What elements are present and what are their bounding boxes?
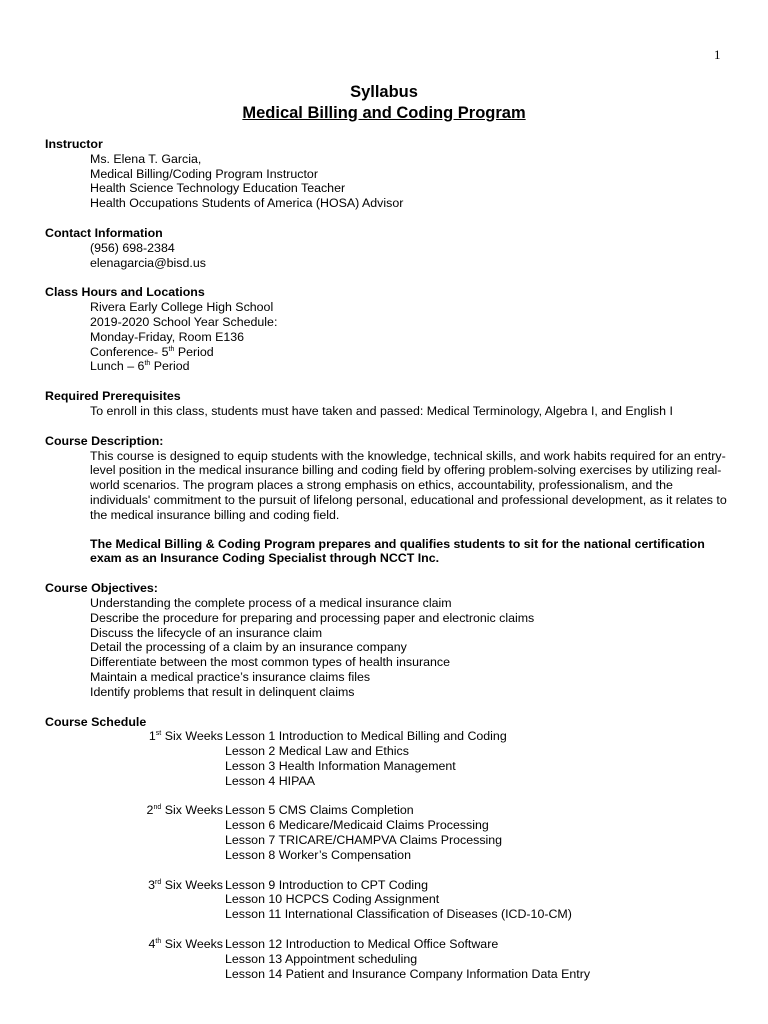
room-info: Monday-Friday, Room E136 [90, 329, 245, 344]
period-number: 4 [148, 937, 156, 952]
page-number: 1 [714, 47, 721, 62]
objective-item: Maintain a medical practice’s insurance claims files [90, 669, 371, 684]
lesson-item: Lesson 11 International Classification of Diseases (ICD-10-CM) [225, 907, 572, 922]
objective-item: Identify problems that result in delinquent claims [90, 684, 355, 699]
instructor-teacher: Health Science Technology Education Teacher [90, 181, 346, 196]
lesson-item: Lesson 6 Medicare/Medicaid Claims Processing [225, 818, 489, 833]
instructor-role: Medical Billing/Coding Program Instructor [90, 166, 318, 181]
instructor-heading: Instructor [45, 137, 103, 151]
conference-period [45, 345, 735, 360]
objectives-heading: Course Objectives: [45, 581, 158, 596]
instructor-name: Ms. Elena T. Garcia, [90, 151, 202, 166]
lesson-item: Lesson 3 Health Information Management [225, 758, 456, 773]
period-label: Six Weeks [161, 803, 223, 818]
prereq-section [45, 389, 735, 419]
prereq-heading: Required Prerequisites [45, 389, 181, 404]
six-weeks-label [45, 878, 225, 922]
period-number: 2 [146, 803, 154, 818]
period-label: Six Weeks [161, 877, 223, 892]
contact-phone: (956) 698-2384 [90, 240, 175, 255]
contact-email: elenagarcia@bisd.us [90, 255, 206, 270]
conference-sup: th [168, 345, 175, 353]
six-weeks-label [45, 729, 225, 788]
document-title [0, 82, 768, 124]
period-label: Six Weeks [161, 729, 223, 744]
period-sup: st [155, 730, 162, 738]
lesson-item: Lesson 10 HCPCS Coding Assignment [225, 892, 440, 907]
contact-heading: Contact Information [45, 225, 163, 240]
six-weeks-label [45, 803, 225, 862]
lunch-prefix: Lunch – 6 [90, 359, 145, 374]
description-text: This course is designed to equip students with the knowledge, technical skills, and work habits required for an entry-level position in the medical insurance billing and coding field by offering problem-solving exercises by utilizing real-world scenarios. The program places a strong emphasis on ethics, accountability, professionalism, and the individuals' commitment to the pursuit of lifelong personal, educational and professional development, as it relates to the medical insurance billing and coding field. [90, 448, 727, 522]
period-sup: rd [155, 878, 162, 886]
schedule-block-1 [45, 729, 735, 788]
description-section [45, 434, 735, 566]
lunch-period [45, 359, 735, 374]
lesson-list [225, 878, 735, 922]
lesson-item: Lesson 12 Introduction to Medical Office Software [225, 937, 499, 952]
title-program: Medical Billing and Coding Program [242, 104, 526, 122]
objective-item: Understanding the complete process of a medical insurance claim [90, 595, 452, 610]
lesson-item: Lesson 9 Introduction to CPT Coding [225, 877, 428, 892]
lesson-list [225, 803, 735, 862]
lunch-sup: th [144, 360, 151, 368]
objective-item: Detail the processing of a claim by an insurance company [90, 640, 407, 655]
schedule-heading: Course Schedule [45, 714, 147, 729]
lesson-item: Lesson 5 CMS Claims Completion [225, 803, 414, 818]
instructor-section [45, 137, 735, 211]
six-weeks-label [45, 937, 225, 981]
lesson-item: Lesson 1 Introduction to Medical Billing and Coding [225, 729, 507, 744]
conference-suffix: Period [174, 344, 214, 359]
objective-item: Discuss the lifecycle of an insurance claim [90, 625, 323, 640]
lunch-suffix: Period [150, 359, 190, 374]
period-number: 1 [148, 729, 156, 744]
title-syllabus: Syllabus [350, 83, 418, 101]
lesson-item: Lesson 2 Medical Law and Ethics [225, 744, 409, 759]
lesson-item: Lesson 8 Worker’s Compensation [225, 847, 411, 862]
certification-note: The Medical Billing & Coding Program prepares and qualifies students to sit for the national certification exam as an Insurance Coding Specialist through NCCT Inc. [90, 536, 705, 566]
prereq-text: To enroll in this class, students must have taken and passed: Medical Terminology, Algebra I, and English I [90, 403, 673, 418]
objective-item: Differentiate between the most common types of health insurance [90, 655, 450, 670]
instructor-advisor: Health Occupations Students of America (HOSA) Advisor [90, 196, 404, 211]
class-hours-heading: Class Hours and Locations [45, 285, 205, 300]
period-number: 3 [148, 877, 156, 892]
lesson-item: Lesson 7 TRICARE/CHAMPVA Claims Processing [225, 833, 503, 848]
contact-section [45, 226, 735, 270]
schedule-section [45, 715, 735, 982]
class-hours-section [45, 285, 735, 374]
schedule-block-4 [45, 937, 735, 981]
school-name: Rivera Early College High School [90, 300, 274, 315]
schedule-block-3 [45, 878, 735, 922]
conference-prefix: Conference- 5 [90, 344, 169, 359]
objectives-section [45, 581, 735, 699]
syllabus-body [45, 137, 735, 996]
schedule-block-2 [45, 803, 735, 862]
period-label: Six Weeks [161, 937, 223, 952]
school-year: 2019-2020 School Year Schedule: [90, 314, 278, 329]
objective-item: Describe the procedure for preparing and processing paper and electronic claims [90, 610, 535, 625]
lesson-item: Lesson 4 HIPAA [225, 773, 315, 788]
lesson-item: Lesson 14 Patient and Insurance Company Information Data Entry [225, 966, 591, 981]
period-sup: th [155, 937, 162, 945]
description-heading: Course Description: [45, 433, 164, 448]
period-sup: nd [153, 804, 162, 812]
lesson-list [225, 937, 735, 981]
lesson-list [225, 729, 735, 788]
lesson-item: Lesson 13 Appointment scheduling [225, 951, 418, 966]
